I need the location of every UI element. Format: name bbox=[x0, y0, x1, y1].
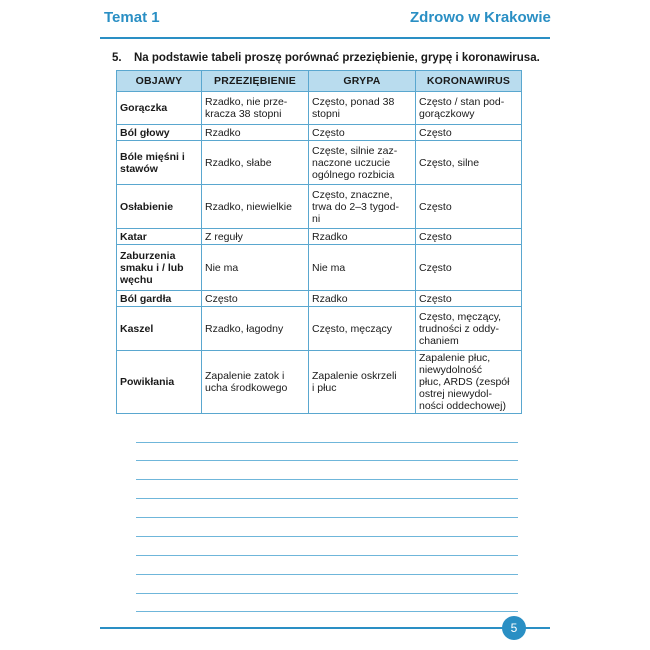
writing-line bbox=[136, 555, 518, 556]
symptom-cell: Katar bbox=[117, 229, 202, 245]
table-cell: Często, męczący bbox=[309, 307, 416, 351]
table-cell: Nie ma bbox=[309, 245, 416, 291]
writing-line bbox=[136, 536, 518, 537]
header-divider bbox=[100, 37, 550, 39]
column-header: KORONAWIRUS bbox=[416, 71, 522, 92]
table-cell: Często bbox=[416, 125, 522, 141]
table-cell: Rzadko, nie prze- kracza 38 stopni bbox=[202, 92, 309, 125]
table-cell: Często bbox=[416, 229, 522, 245]
writing-line bbox=[136, 611, 518, 612]
table-cell: Zapalenie zatok i ucha środkowego bbox=[202, 351, 309, 414]
table-cell: Rzadko bbox=[309, 291, 416, 307]
table-cell: Często bbox=[309, 125, 416, 141]
page-title: Zdrowo w Krakowie bbox=[410, 9, 551, 26]
table-cell: Często, znaczne, trwa do 2–3 tygod- ni bbox=[309, 185, 416, 229]
table-cell: Z reguły bbox=[202, 229, 309, 245]
footer-divider bbox=[100, 627, 550, 629]
table-row bbox=[117, 351, 522, 414]
exercise-instruction bbox=[112, 52, 540, 64]
exercise-number: 5. bbox=[112, 52, 122, 64]
comparison-table bbox=[116, 70, 522, 414]
table-cell: Często bbox=[416, 245, 522, 291]
table-cell: Nie ma bbox=[202, 245, 309, 291]
writing-line bbox=[136, 593, 518, 594]
symptom-cell: Kaszel bbox=[117, 307, 202, 351]
symptom-cell: Powikłania bbox=[117, 351, 202, 414]
table-cell: Rzadko, niewielkie bbox=[202, 185, 309, 229]
table-row bbox=[117, 291, 522, 307]
table-cell: Rzadko bbox=[202, 125, 309, 141]
symptom-cell: Ból gardła bbox=[117, 291, 202, 307]
table-row bbox=[117, 245, 522, 291]
table-cell: Zapalenie płuc, niewydolność płuc, ARDS (zespół ostrej niewydol- ności oddechowej) bbox=[416, 351, 522, 414]
table-header-row bbox=[117, 71, 522, 92]
table-cell: Często bbox=[416, 291, 522, 307]
writing-line bbox=[136, 479, 518, 480]
writing-line bbox=[136, 574, 518, 575]
writing-line bbox=[136, 460, 518, 461]
table-row bbox=[117, 141, 522, 185]
symptom-cell: Gorączka bbox=[117, 92, 202, 125]
table-cell: Często, ponad 38 stopni bbox=[309, 92, 416, 125]
symptom-cell: Ból głowy bbox=[117, 125, 202, 141]
table-cell: Rzadko bbox=[309, 229, 416, 245]
table-cell: Rzadko, słabe bbox=[202, 141, 309, 185]
table-cell: Często bbox=[416, 185, 522, 229]
writing-line bbox=[136, 498, 518, 499]
symptom-cell: Bóle mięśni i stawów bbox=[117, 141, 202, 185]
table-row bbox=[117, 92, 522, 125]
table-row bbox=[117, 307, 522, 351]
table-cell: Często, męczący, trudności z oddy- chaniem bbox=[416, 307, 522, 351]
column-header: OBJAWY bbox=[117, 71, 202, 92]
table-cell: Często, silne bbox=[416, 141, 522, 185]
exercise-text: Na podstawie tabeli proszę porównać przeziębienie, grypę i koronawirusa. bbox=[134, 52, 540, 64]
symptom-cell: Osłabienie bbox=[117, 185, 202, 229]
table-cell: Często bbox=[202, 291, 309, 307]
table-cell: Często / stan pod- gorączkowy bbox=[416, 92, 522, 125]
table-row bbox=[117, 125, 522, 141]
column-header: PRZEZIĘBIENIE bbox=[202, 71, 309, 92]
writing-line bbox=[136, 442, 518, 443]
table-row bbox=[117, 229, 522, 245]
page-number-badge: 5 bbox=[502, 616, 526, 640]
table-cell: Częste, silnie zaz- naczone uczucie ogólnego rozbicia bbox=[309, 141, 416, 185]
symptom-cell: Zaburzenia smaku i / lub węchu bbox=[117, 245, 202, 291]
table-cell: Rzadko, łagodny bbox=[202, 307, 309, 351]
column-header: GRYPA bbox=[309, 71, 416, 92]
topic-label: Temat 1 bbox=[104, 9, 160, 26]
writing-line bbox=[136, 517, 518, 518]
table-row bbox=[117, 185, 522, 229]
table-cell: Zapalenie oskrzeli i płuc bbox=[309, 351, 416, 414]
